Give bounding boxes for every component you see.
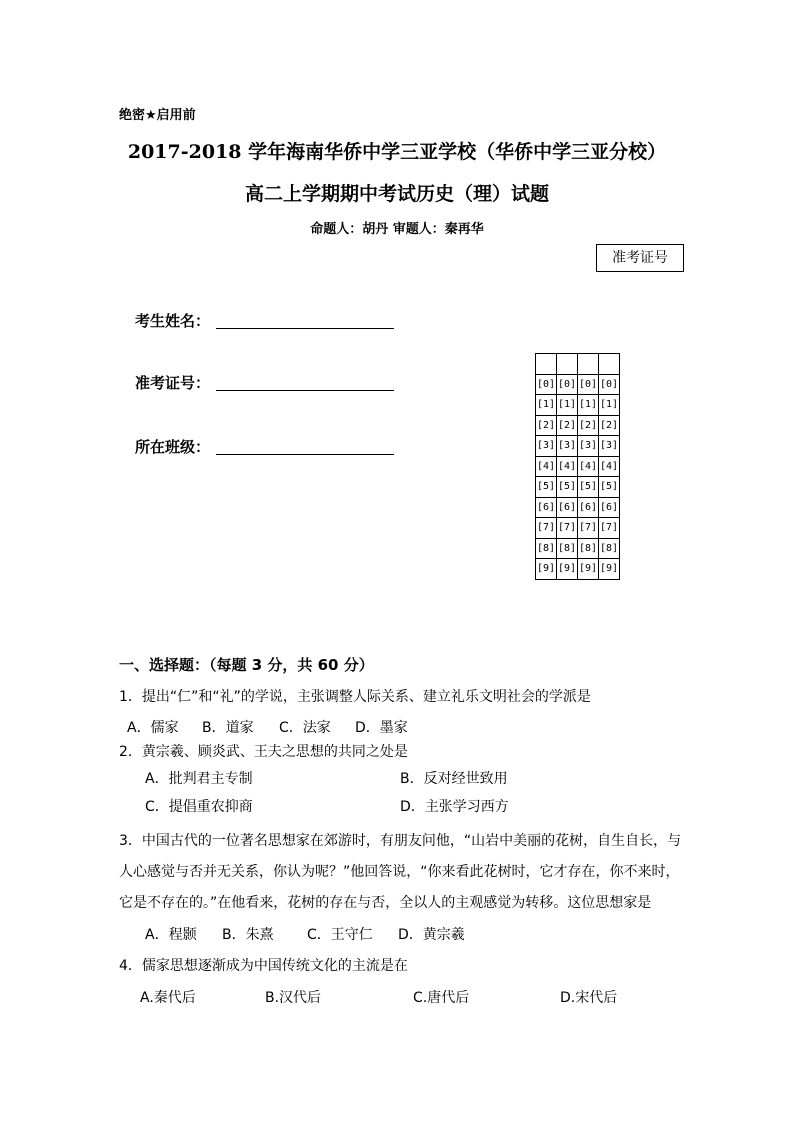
field-name-label: 考生姓名： — [135, 312, 211, 330]
exam-number-bubble[interactable]: [3] — [578, 436, 599, 457]
question-4-stem: 4．儒家思想逐渐成为中国传统文化的主流是在 — [119, 958, 408, 974]
exam-number-bubble[interactable]: [3] — [599, 436, 620, 457]
exam-number-bubble[interactable]: [3] — [536, 436, 557, 457]
question-1-stem: 1．提出“仁”和“礼”的学说，主张调整人际关系、建立礼乐文明社会的学派是 — [119, 689, 591, 705]
exam-number-bubble[interactable]: [2] — [557, 415, 578, 436]
question-3-option-a[interactable]: A．程颢 — [145, 927, 197, 943]
exam-number-bubble[interactable]: [7] — [557, 518, 578, 539]
question-3-option-c[interactable]: C．王守仁 — [307, 927, 373, 943]
field-class-line[interactable] — [216, 453, 394, 455]
exam-number-bubble[interactable]: [4] — [578, 456, 599, 477]
exam-number-bubble[interactable]: [9] — [599, 559, 620, 580]
question-4-option-b[interactable]: B.汉代后 — [265, 990, 322, 1006]
question-1-option-c[interactable]: C．法家 — [279, 720, 331, 736]
exam-number-bubble[interactable]: [1] — [536, 395, 557, 416]
exam-number-grid-row — [536, 559, 620, 580]
field-class-label: 所在班级： — [135, 438, 211, 456]
exam-number-bubble[interactable]: [9] — [557, 559, 578, 580]
question-1-option-a[interactable]: A．儒家 — [127, 720, 179, 736]
exam-number-grid-row — [536, 374, 620, 395]
exam-number-digit-slot[interactable] — [536, 354, 557, 375]
exam-number-bubble[interactable]: [1] — [578, 395, 599, 416]
exam-number-bubble[interactable]: [7] — [578, 518, 599, 539]
exam-number-grid-row — [536, 436, 620, 457]
field-name-line[interactable] — [216, 327, 394, 329]
question-3-stem-line2: 人心感觉与否并无关系，你认为呢？”他回答说，“你来看此花树时，它才存在，你不来时， — [119, 864, 680, 880]
exam-number-grid-row — [536, 456, 620, 477]
exam-number-bubble[interactable]: [8] — [578, 538, 599, 559]
exam-number-bubble[interactable]: [0] — [536, 374, 557, 395]
exam-number-bubble[interactable]: [4] — [557, 456, 578, 477]
exam-number-bubble[interactable]: [2] — [536, 415, 557, 436]
question-4-option-a[interactable]: A.秦代后 — [140, 990, 196, 1006]
exam-number-digit-slot[interactable] — [599, 354, 620, 375]
exam-number-bubble[interactable]: [3] — [557, 436, 578, 457]
exam-number-bubble[interactable]: [7] — [599, 518, 620, 539]
exam-number-grid-row — [536, 395, 620, 416]
question-1-option-d[interactable]: D．墨家 — [355, 720, 408, 736]
question-2-option-a[interactable]: A．批判君主专制 — [145, 771, 253, 787]
field-exam-number-line[interactable] — [216, 389, 394, 391]
question-4-option-c[interactable]: C.唐代后 — [413, 990, 470, 1006]
question-1-option-b[interactable]: B．道家 — [202, 720, 254, 736]
exam-number-bubble[interactable]: [0] — [599, 374, 620, 395]
confidential-mark: 绝密★启用前 — [119, 108, 196, 123]
exam-number-box: 准考证号 — [596, 244, 684, 272]
question-4-option-d[interactable]: D.宋代后 — [560, 990, 618, 1006]
exam-number-bubble[interactable]: [5] — [536, 477, 557, 498]
exam-authors: 命题人：胡丹 审题人：秦再华 — [310, 222, 484, 237]
section-title: 一、选择题：（每题 3 分，共 60 分） — [119, 656, 374, 674]
question-2-option-b[interactable]: B．反对经世致用 — [400, 771, 508, 787]
field-exam-number-label: 准考证号： — [135, 374, 211, 392]
question-3-stem-line1: 3．中国古代的一位著名思想家在郊游时，有朋友问他，“山岩中美丽的花树，自生自长，与 — [119, 833, 682, 849]
exam-number-grid-row — [536, 518, 620, 539]
exam-number-bubble[interactable]: [0] — [578, 374, 599, 395]
exam-number-grid-row — [536, 354, 620, 375]
exam-number-bubble[interactable]: [1] — [557, 395, 578, 416]
exam-number-grid-row — [536, 538, 620, 559]
exam-number-bubble[interactable]: [2] — [578, 415, 599, 436]
exam-number-bubble[interactable]: [6] — [536, 497, 557, 518]
exam-number-bubble[interactable]: [8] — [557, 538, 578, 559]
exam-number-bubble[interactable]: [1] — [599, 395, 620, 416]
exam-number-bubble[interactable]: [9] — [536, 559, 557, 580]
exam-number-grid-row — [536, 497, 620, 518]
exam-number-bubble[interactable]: [9] — [578, 559, 599, 580]
exam-number-bubble[interactable]: [4] — [599, 456, 620, 477]
exam-number-bubble[interactable]: [6] — [599, 497, 620, 518]
exam-number-bubble[interactable]: [8] — [599, 538, 620, 559]
question-3-option-b[interactable]: B．朱熹 — [222, 927, 274, 943]
question-3-stem-line3: 它是不存在的。”在他看来，花树的存在与否，全以人的主观感觉为转移。这位思想家是 — [119, 895, 652, 911]
exam-number-bubble[interactable]: [6] — [557, 497, 578, 518]
exam-number-bubble[interactable]: [5] — [557, 477, 578, 498]
exam-number-grid-row — [536, 477, 620, 498]
exam-number-bubble[interactable]: [2] — [599, 415, 620, 436]
exam-number-bubble[interactable]: [7] — [536, 518, 557, 539]
question-2-option-d[interactable]: D．主张学习西方 — [400, 799, 509, 815]
exam-number-bubble[interactable]: [5] — [578, 477, 599, 498]
question-2-option-c[interactable]: C．提倡重农抑商 — [145, 799, 253, 815]
exam-number-bubble[interactable]: [0] — [557, 374, 578, 395]
exam-number-grid — [535, 353, 620, 580]
exam-number-bubble[interactable]: [8] — [536, 538, 557, 559]
question-3-option-d[interactable]: D．黄宗羲 — [398, 927, 465, 943]
exam-number-bubble[interactable]: [6] — [578, 497, 599, 518]
exam-number-bubble[interactable]: [5] — [599, 477, 620, 498]
question-2-stem: 2．黄宗羲、顾炎武、王夫之思想的共同之处是 — [119, 744, 408, 760]
exam-title-line1: 2017-2018 学年海南华侨中学三亚学校（华侨中学三亚分校） — [127, 141, 667, 163]
exam-number-grid-row — [536, 415, 620, 436]
exam-number-digit-slot[interactable] — [557, 354, 578, 375]
exam-number-digit-slot[interactable] — [578, 354, 599, 375]
exam-number-bubble[interactable]: [4] — [536, 456, 557, 477]
exam-title-line2: 高二上学期期中考试历史（理）试题 — [244, 183, 549, 205]
